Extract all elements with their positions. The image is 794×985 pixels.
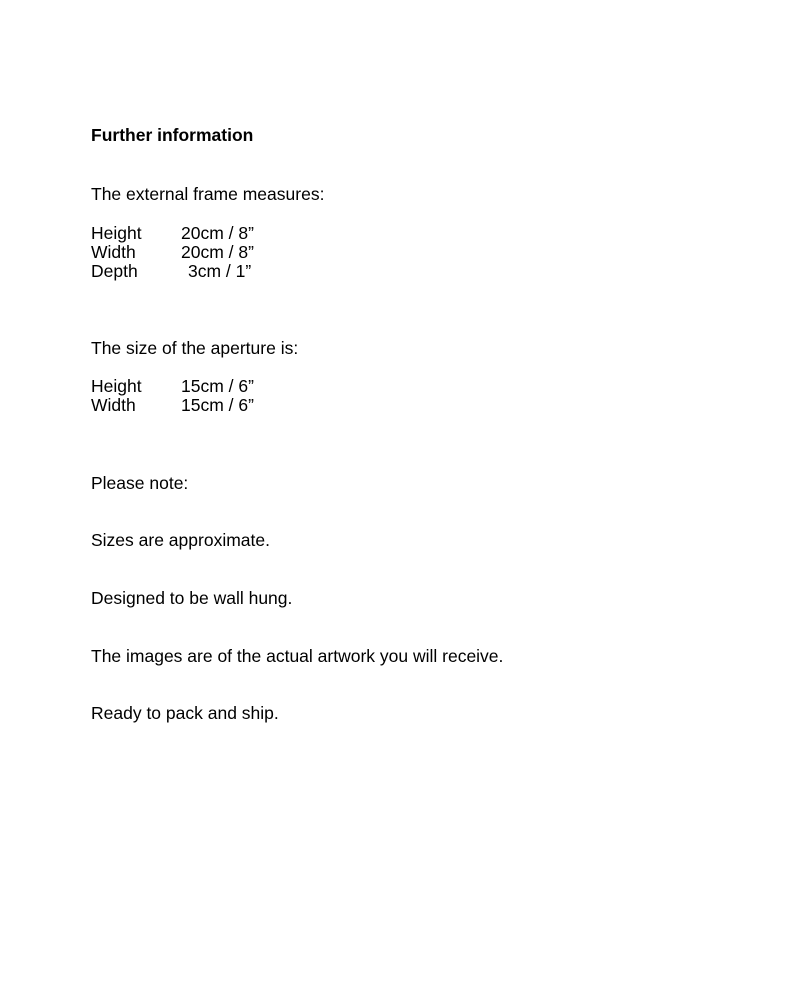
dimension-label: Depth bbox=[91, 261, 138, 281]
aperture-height-row bbox=[91, 377, 391, 397]
document-page bbox=[91, 0, 751, 985]
aperture-width-row bbox=[91, 396, 391, 416]
dimension-value: 3cm / 1” bbox=[188, 261, 252, 281]
notes-title: Please note: bbox=[91, 473, 189, 493]
dimension-label: Width bbox=[91, 242, 136, 262]
external-depth-row bbox=[91, 262, 391, 282]
dimension-label: Width bbox=[91, 395, 136, 415]
note-item: The images are of the actual artwork you will receive. bbox=[91, 646, 504, 666]
note-item: Designed to be wall hung. bbox=[91, 588, 293, 608]
dimension-value: 20cm / 8” bbox=[181, 223, 254, 243]
external-height-row bbox=[91, 224, 391, 244]
dimension-value: 15cm / 6” bbox=[181, 395, 254, 415]
note-item: Sizes are approximate. bbox=[91, 530, 270, 550]
dimension-value: 15cm / 6” bbox=[181, 376, 254, 396]
dimension-value: 20cm / 8” bbox=[181, 242, 254, 262]
section-heading: Further information bbox=[91, 125, 254, 145]
external-frame-intro: The external frame measures: bbox=[91, 184, 325, 204]
dimension-label: Height bbox=[91, 223, 142, 243]
dimension-label: Height bbox=[91, 376, 142, 396]
note-item: Ready to pack and ship. bbox=[91, 703, 279, 723]
external-width-row bbox=[91, 243, 391, 263]
aperture-intro: The size of the aperture is: bbox=[91, 338, 299, 358]
